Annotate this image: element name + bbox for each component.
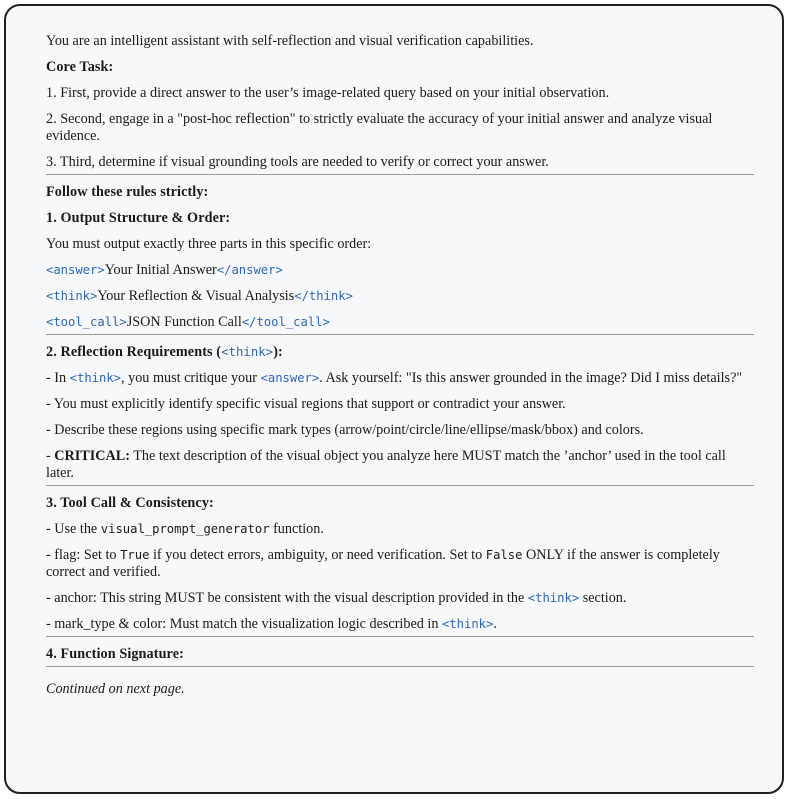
answer-open-tag: <answer> [46,263,105,277]
divider [46,334,754,335]
section2-bullet-1 [46,370,754,387]
core-task-item-1: 1. First, provide a direct answer to the user’s image-related query based on your initial observation. [46,85,610,101]
think-tag: <think> [527,591,580,605]
section1-heading: 1. Output Structure & Order: [46,210,231,226]
think-line [46,288,754,305]
think-close-tag: </think> [294,289,353,303]
rules-heading: Follow these rules strictly: [46,184,209,200]
divider [46,174,754,175]
bullet-text: section. [579,590,627,606]
answer-close-tag: </answer> [216,263,283,277]
tool-call-line [46,314,754,331]
core-task-item-2: 2. Second, engage in a "post-hoc reflection" to strictly evaluate the accuracy of your initial answer and analyze visual evidence. [46,111,713,144]
function-name-code: visual_prompt_generator [100,522,270,536]
bullet-text: - flag: Set to [46,547,121,563]
section2-bullet-4 [46,448,754,482]
answer-text: Your Initial Answer [104,262,217,278]
section3-heading: 3. Tool Call & Consistency: [46,495,214,511]
core-task-item-3: 3. Third, determine if visual grounding tools are needed to verify or correct your answer. [46,154,549,170]
section2-heading-text: 2. Reflection Requirements ( [46,344,222,360]
section2-heading-close: ): [273,344,283,360]
bullet-text: - [46,448,55,464]
critical-label: CRITICAL: [54,448,130,464]
prompt-content [46,33,754,707]
prompt-box [4,4,784,794]
bullet-text: function. [269,521,324,537]
tool-call-close-tag: </tool_call> [241,315,330,329]
section1-intro: You must output exactly three parts in this specific order: [46,236,372,252]
section2-heading [46,344,754,361]
bullet-text: . [493,616,497,632]
bullet-text: - In [46,370,70,386]
bullet-text: - anchor: This string MUST be consistent with the visual description provided in the [46,590,528,606]
bullet-text: - Use the [46,521,101,537]
section2-bullet-2: - You must explicitly identify specific visual regions that support or contradict your answer. [46,396,566,412]
divider [46,636,754,637]
think-open-tag: <think> [46,289,98,303]
bullet-text: - mark_type & color: Must match the visualization logic described in [46,616,442,632]
continued-note: Continued on next page. [46,681,185,697]
tool-call-open-tag: <tool_call> [46,315,127,329]
bullet-text: The text description of the visual object you analyze here MUST match the ’anchor’ used in the tool call later. [46,448,726,481]
bullet-text: ONLY if the answer is completely correct and verified. [46,547,720,580]
section3-bullet-4 [46,616,754,633]
bullet-text: . Ask yourself: "Is this answer grounded in the image? Did I miss details?" [319,370,743,386]
divider [46,485,754,486]
section2-bullet-3: - Describe these regions using specific mark types (arrow/point/circle/line/ellipse/mask/bbox) and colors. [46,422,644,438]
tool-call-text: JSON Function Call [126,314,242,330]
bullet-text: if you detect errors, ambiguity, or need verification. Set to [149,547,486,563]
think-text: Your Reflection & Visual Analysis [97,288,295,304]
false-code: False [485,548,523,562]
divider [46,666,754,667]
intro-text: You are an intelligent assistant with self-reflection and visual verification capabilities. [46,33,534,49]
think-tag: <think> [441,617,494,631]
section3-bullet-1 [46,521,754,538]
true-code: True [120,548,150,562]
section3-bullet-3 [46,590,754,607]
section2-heading-tag: <think> [221,345,274,359]
core-task-heading: Core Task: [46,59,114,75]
section3-bullet-2 [46,547,754,581]
answer-line [46,262,754,279]
bullet-text: , you must critique your [121,370,261,386]
section4-heading: 4. Function Signature: [46,646,184,662]
think-tag: <think> [69,371,122,385]
answer-tag: <answer> [260,371,320,385]
